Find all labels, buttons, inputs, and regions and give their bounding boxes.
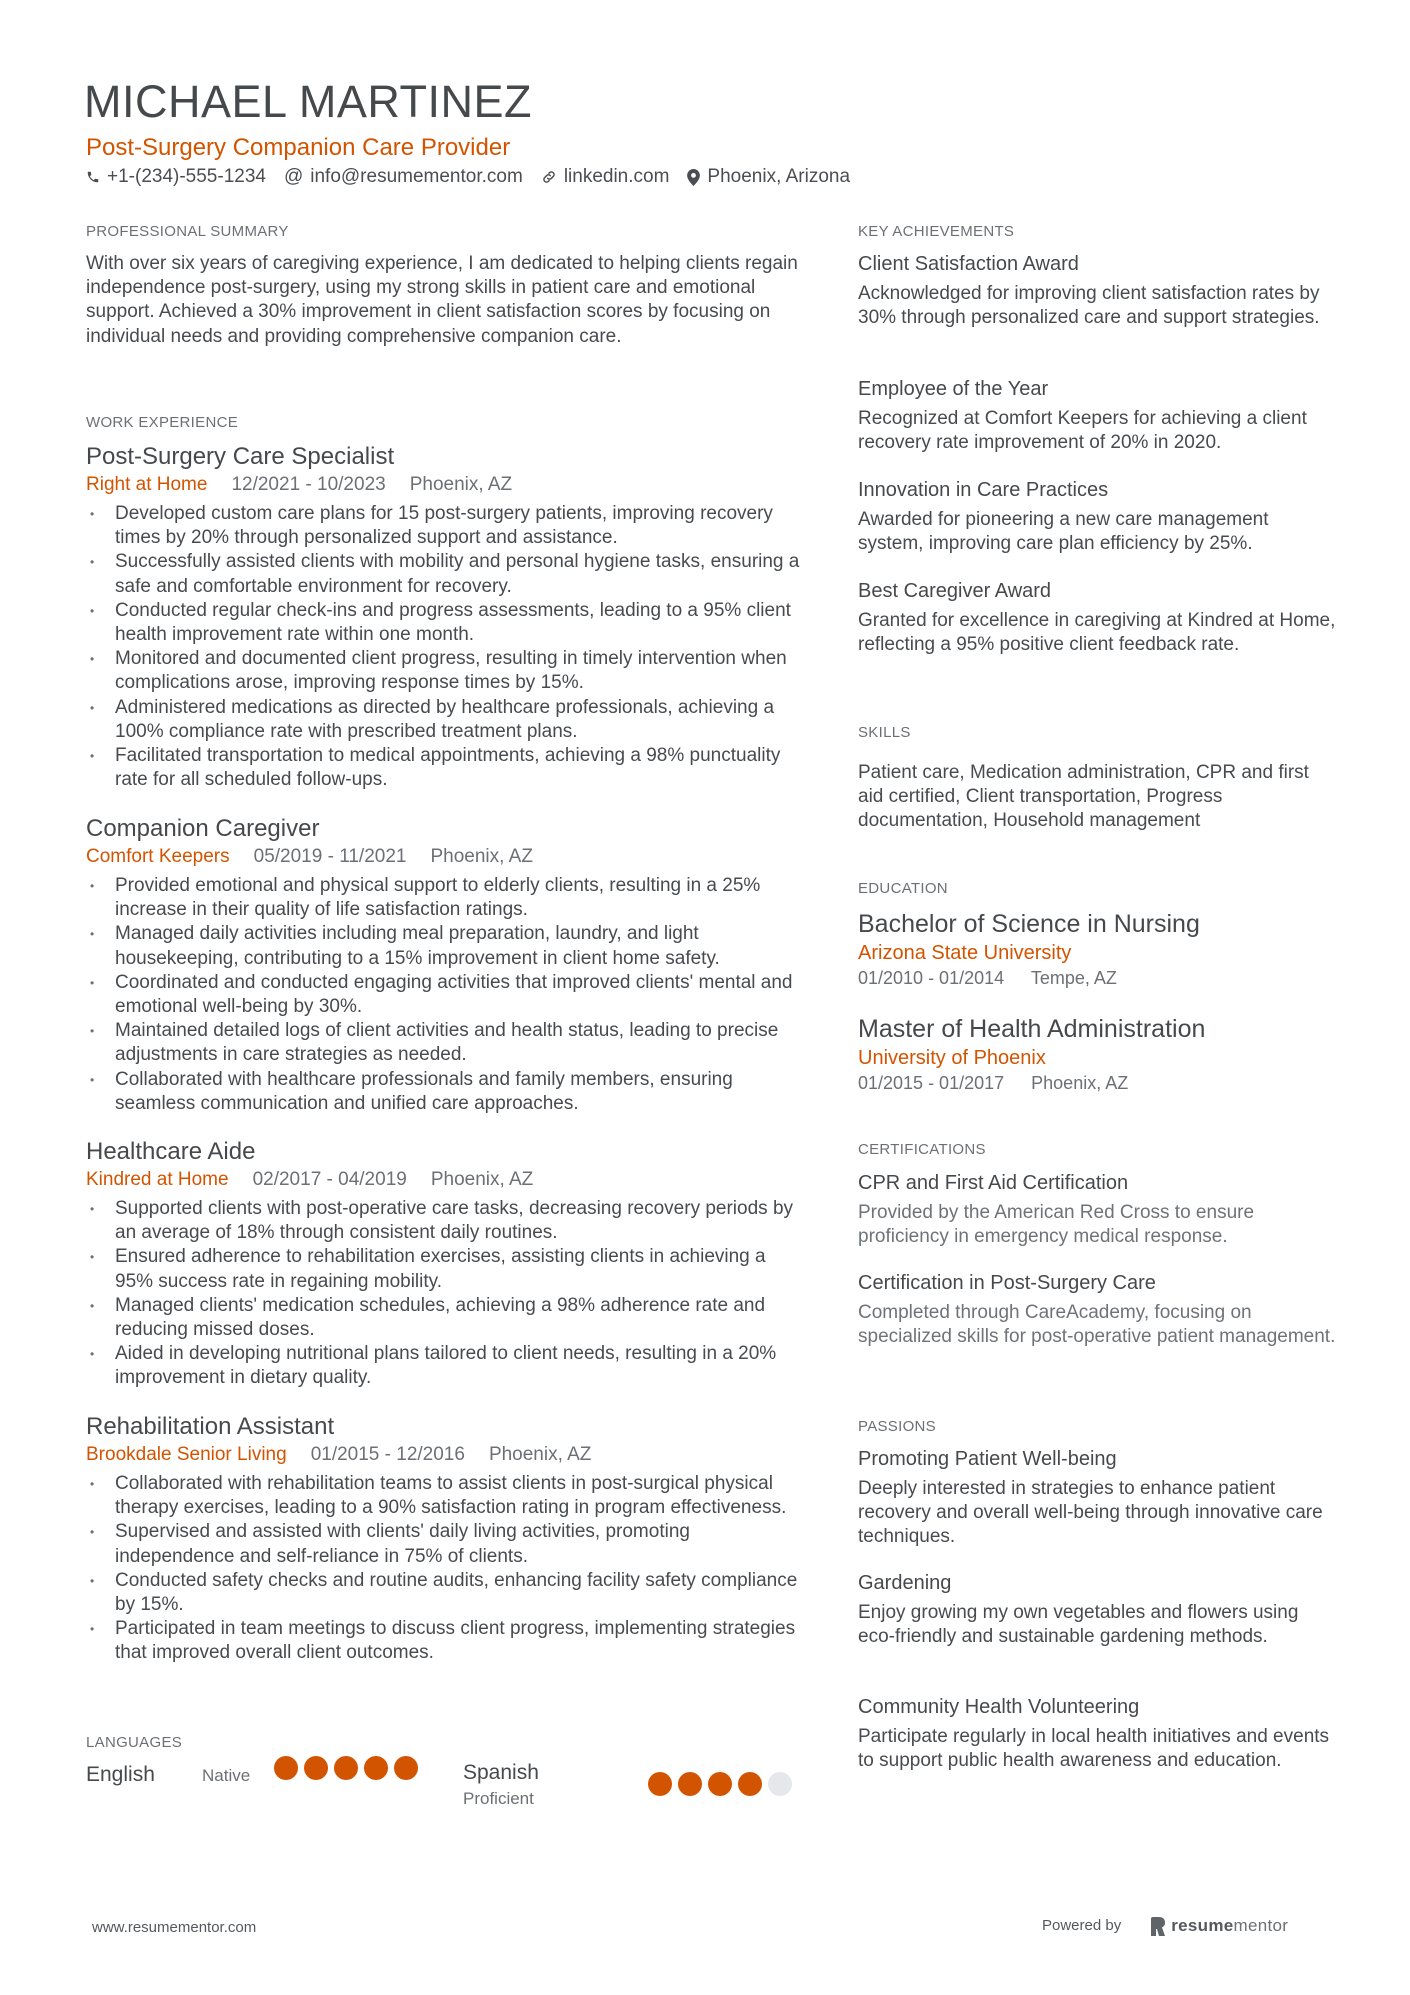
job-bullet: • Administered medications as directed by healthcare professionals, achieving a 100% compliance rate with prescribed treatment plans.	[86, 696, 806, 744]
certification-desc: Provided by the American Red Cross to ensure proficiency in emergency medical response.	[858, 1202, 1255, 1248]
job-bullets	[86, 874, 806, 1116]
footer-website-link[interactable]: www.resumementor.com	[92, 1919, 257, 1936]
logo-text-resume: resume	[1171, 1916, 1234, 1935]
passion-item	[858, 1570, 1338, 1649]
job-entry	[86, 814, 806, 1116]
education-heading: EDUCATION	[858, 880, 948, 897]
job-bullet: • Conducted safety checks and routine audits, enhancing facility safety compliance by 15%.	[86, 1569, 806, 1617]
achievements-heading: KEY ACHIEVEMENTS	[858, 223, 1015, 240]
education-dates: 01/2015 - 01/2017	[858, 1073, 1005, 1093]
passion-desc: Enjoy growing my own vegetables and flowers using eco-friendly and sustainable gardening methods.	[858, 1602, 1299, 1648]
job-bullets	[86, 502, 806, 792]
job-dates: 12/2021 - 10/2023	[231, 474, 386, 495]
education-location: Phoenix, AZ	[1031, 1073, 1129, 1093]
language-english-name: English	[86, 1763, 155, 1786]
skills-text: Patient care, Medication administration, CPR and first aid certified, Client transportation, Progress documentation, Household management	[858, 762, 1309, 832]
rating-dot-filled	[304, 1756, 328, 1780]
job-title: Companion Caregiver	[86, 815, 320, 842]
job-dates: 01/2015 - 12/2016	[310, 1444, 465, 1465]
job-bullet: • Supervised and assisted with clients' daily living activities, promoting independence and self-reliance in 75% of clients.	[86, 1520, 806, 1568]
education-item	[858, 908, 1338, 990]
job-meta	[86, 1167, 806, 1193]
achievement-title: Client Satisfaction Award	[858, 253, 1079, 275]
job-company: Kindred at Home	[86, 1169, 229, 1190]
certification-item	[858, 1270, 1338, 1349]
passion-title: Community Health Volunteering	[858, 1696, 1140, 1718]
job-location: Phoenix, AZ	[488, 1444, 592, 1465]
education-meta	[858, 966, 1338, 990]
job-bullets	[86, 1472, 806, 1666]
certification-title: CPR and First Aid Certification	[858, 1172, 1129, 1194]
job-bullet: • Aided in developing nutritional plans tailored to client needs, resulting in a 20% improvement in dietary quality.	[86, 1342, 806, 1390]
job-bullet: • Monitored and documented client progress, resulting in timely intervention when complications arose, improving response times by 15%.	[86, 647, 806, 695]
education-school: Arizona State University	[858, 942, 1072, 964]
job-entry	[86, 442, 806, 792]
rating-dot-filled	[274, 1756, 298, 1780]
certification-item	[858, 1170, 1338, 1249]
candidate-headline: Post-Surgery Companion Care Provider	[86, 134, 511, 161]
passions-heading: PASSIONS	[858, 1418, 936, 1435]
rating-dot-filled	[678, 1772, 702, 1796]
job-location: Phoenix, AZ	[430, 846, 533, 867]
summary-heading: PROFESSIONAL SUMMARY	[86, 223, 289, 240]
rating-dot-filled	[648, 1772, 672, 1796]
job-location: Phoenix, AZ	[430, 1169, 534, 1190]
education-degree: Bachelor of Science in Nursing	[858, 910, 1200, 938]
passion-title: Gardening	[858, 1572, 952, 1594]
job-bullet: • Developed custom care plans for 15 post-surgery patients, improving recovery times by 20% through personalized support and assistance.	[86, 502, 806, 550]
contact-email[interactable]	[284, 164, 523, 190]
at-icon: @	[283, 166, 304, 187]
job-bullet: • Maintained detailed logs of client activities and health status, leading to precise adjustments in care strategies as needed.	[86, 1019, 806, 1067]
job-meta	[86, 844, 806, 870]
job-bullet: • Managed clients' medication schedules, achieving a 98% adherence rate and reducing missed doses.	[86, 1294, 806, 1342]
job-location: Phoenix, AZ	[409, 474, 513, 495]
language-spanish-level: Proficient	[463, 1789, 534, 1808]
job-bullet: • Collaborated with rehabilitation teams to assist clients in post-surgical physical therapy exercises, leading to a 90% satisfaction rating in program effectiveness.	[86, 1472, 806, 1520]
job-bullet: • Ensured adherence to rehabilitation exercises, assisting clients in achieving a 95% success rate in regaining mobility.	[86, 1245, 806, 1293]
job-dates: 02/2017 - 04/2019	[252, 1169, 407, 1190]
achievement-desc: Acknowledged for improving client satisfaction rates by 30% through personalized care and support strategies.	[858, 283, 1320, 329]
passion-item	[858, 1446, 1338, 1550]
job-meta	[86, 1442, 806, 1468]
rating-dot-filled	[738, 1772, 762, 1796]
contact-email-text: info@resumementor.com	[310, 166, 523, 187]
job-title: Healthcare Aide	[86, 1138, 256, 1165]
education-item	[858, 1013, 1338, 1095]
achievement-desc: Granted for excellence in caregiving at Kindred at Home, reflecting a 95% positive client feedback rate.	[858, 610, 1336, 656]
job-bullet: • Supported clients with post-operative care tasks, decreasing recovery periods by an average of 18% through consistent daily routines.	[86, 1197, 806, 1245]
achievement-item	[858, 578, 1338, 657]
job-bullet: • Participated in team meetings to discuss client progress, implementing strategies that improved overall client outcomes.	[86, 1617, 806, 1665]
link-icon	[541, 169, 557, 185]
resumementor-logo[interactable]	[1151, 1914, 1288, 1938]
job-bullet: • Conducted regular check-ins and progress assessments, leading to a 95% client health improvement rate within one month.	[86, 599, 806, 647]
rating-dot-filled	[394, 1756, 418, 1780]
education-location: Tempe, AZ	[1030, 968, 1117, 988]
education-degree: Master of Health Administration	[858, 1015, 1206, 1043]
job-company: Brookdale Senior Living	[86, 1444, 287, 1465]
job-bullet: • Managed daily activities including meal preparation, laundry, and light housekeeping, contributing to a 15% improvement in client home safety.	[86, 922, 806, 970]
job-entry	[86, 1412, 806, 1666]
contact-phone[interactable]	[86, 164, 266, 190]
rating-dot-filled	[364, 1756, 388, 1780]
resumementor-logo-icon	[1151, 1917, 1165, 1936]
achievement-title: Employee of the Year	[858, 378, 1049, 400]
candidate-name: MICHAEL MARTINEZ	[84, 76, 533, 127]
contact-linkedin[interactable]	[541, 164, 670, 190]
rating-dot-filled	[708, 1772, 732, 1796]
language-english-level: Native	[202, 1766, 251, 1785]
rating-dot-filled	[334, 1756, 358, 1780]
skills-heading: SKILLS	[858, 724, 911, 741]
achievement-item	[858, 477, 1338, 556]
job-bullet: • Facilitated transportation to medical appointments, achieving a 98% punctuality rate for all scheduled follow-ups.	[86, 744, 806, 792]
summary-text: With over six years of caregiving experience, I am dedicated to helping clients regain independence post-surgery, using my strong skills in patient care and emotional support. Achieved a 30% improvement in client satisfaction scores by focusing on individual needs and providing comprehensive companion care.	[86, 253, 798, 347]
education-school: University of Phoenix	[858, 1047, 1046, 1069]
achievement-title: Best Caregiver Award	[858, 580, 1052, 602]
logo-text-mentor: mentor	[1233, 1916, 1289, 1935]
job-title: Rehabilitation Assistant	[86, 1413, 335, 1440]
certifications-heading: CERTIFICATIONS	[858, 1141, 986, 1158]
job-title: Post-Surgery Care Specialist	[86, 443, 395, 470]
job-bullet: • Successfully assisted clients with mobility and personal hygiene tasks, ensuring a safe and comfortable environment for recovery.	[86, 550, 806, 598]
education-meta	[858, 1071, 1338, 1095]
contact-bar	[86, 164, 850, 190]
achievement-title: Innovation in Care Practices	[858, 479, 1109, 501]
certification-desc: Completed through CareAcademy, focusing on specialized skills for post-operative patient management.	[858, 1302, 1336, 1348]
experience-heading: WORK EXPERIENCE	[86, 414, 239, 431]
education-dates: 01/2010 - 01/2014	[858, 968, 1005, 988]
achievement-desc: Recognized at Comfort Keepers for achieving a client recovery rate improvement of 20% in 2020.	[858, 408, 1307, 454]
contact-location	[687, 164, 850, 190]
job-bullet: • Provided emotional and physical support to elderly clients, resulting in a 25% increase in their quality of life satisfaction ratings.	[86, 874, 806, 922]
passion-title: Promoting Patient Well-being	[858, 1448, 1117, 1470]
phone-icon	[86, 170, 100, 184]
job-bullet: • Collaborated with healthcare professionals and family members, ensuring seamless communication and unified care approaches.	[86, 1068, 806, 1116]
contact-linkedin-text: linkedin.com	[563, 166, 670, 187]
job-meta	[86, 472, 806, 498]
powered-by-label: Powered by	[1042, 1917, 1122, 1934]
passion-item	[858, 1694, 1338, 1773]
job-company: Comfort Keepers	[86, 846, 230, 867]
language-english-rating	[274, 1756, 424, 1780]
job-entry	[86, 1137, 806, 1391]
passion-desc: Participate regularly in local health initiatives and events to support public health awareness and education.	[858, 1726, 1330, 1772]
languages-heading: LANGUAGES	[86, 1734, 183, 1751]
contact-phone-text: +1-(234)-555-1234	[107, 166, 266, 187]
job-dates: 05/2019 - 11/2021	[253, 846, 407, 867]
rating-dot-empty	[768, 1772, 792, 1796]
language-spanish-name: Spanish	[463, 1761, 539, 1784]
achievement-item	[858, 376, 1338, 455]
job-company: Right at Home	[86, 474, 208, 495]
job-bullets	[86, 1197, 806, 1391]
certification-title: Certification in Post-Surgery Care	[858, 1272, 1156, 1294]
location-pin-icon	[687, 169, 700, 186]
job-bullet: • Coordinated and conducted engaging activities that improved clients' mental and emotional well-being by 30%.	[86, 971, 806, 1019]
language-spanish-rating	[648, 1772, 798, 1796]
achievement-desc: Awarded for pioneering a new care management system, improving care plan efficiency by 25%.	[858, 509, 1269, 555]
passion-desc: Deeply interested in strategies to enhance patient recovery and overall well-being through innovative care techniques.	[858, 1478, 1323, 1548]
footer-powered-by	[1042, 1914, 1288, 1938]
contact-location-text: Phoenix, Arizona	[707, 166, 851, 187]
achievement-item	[858, 251, 1338, 330]
